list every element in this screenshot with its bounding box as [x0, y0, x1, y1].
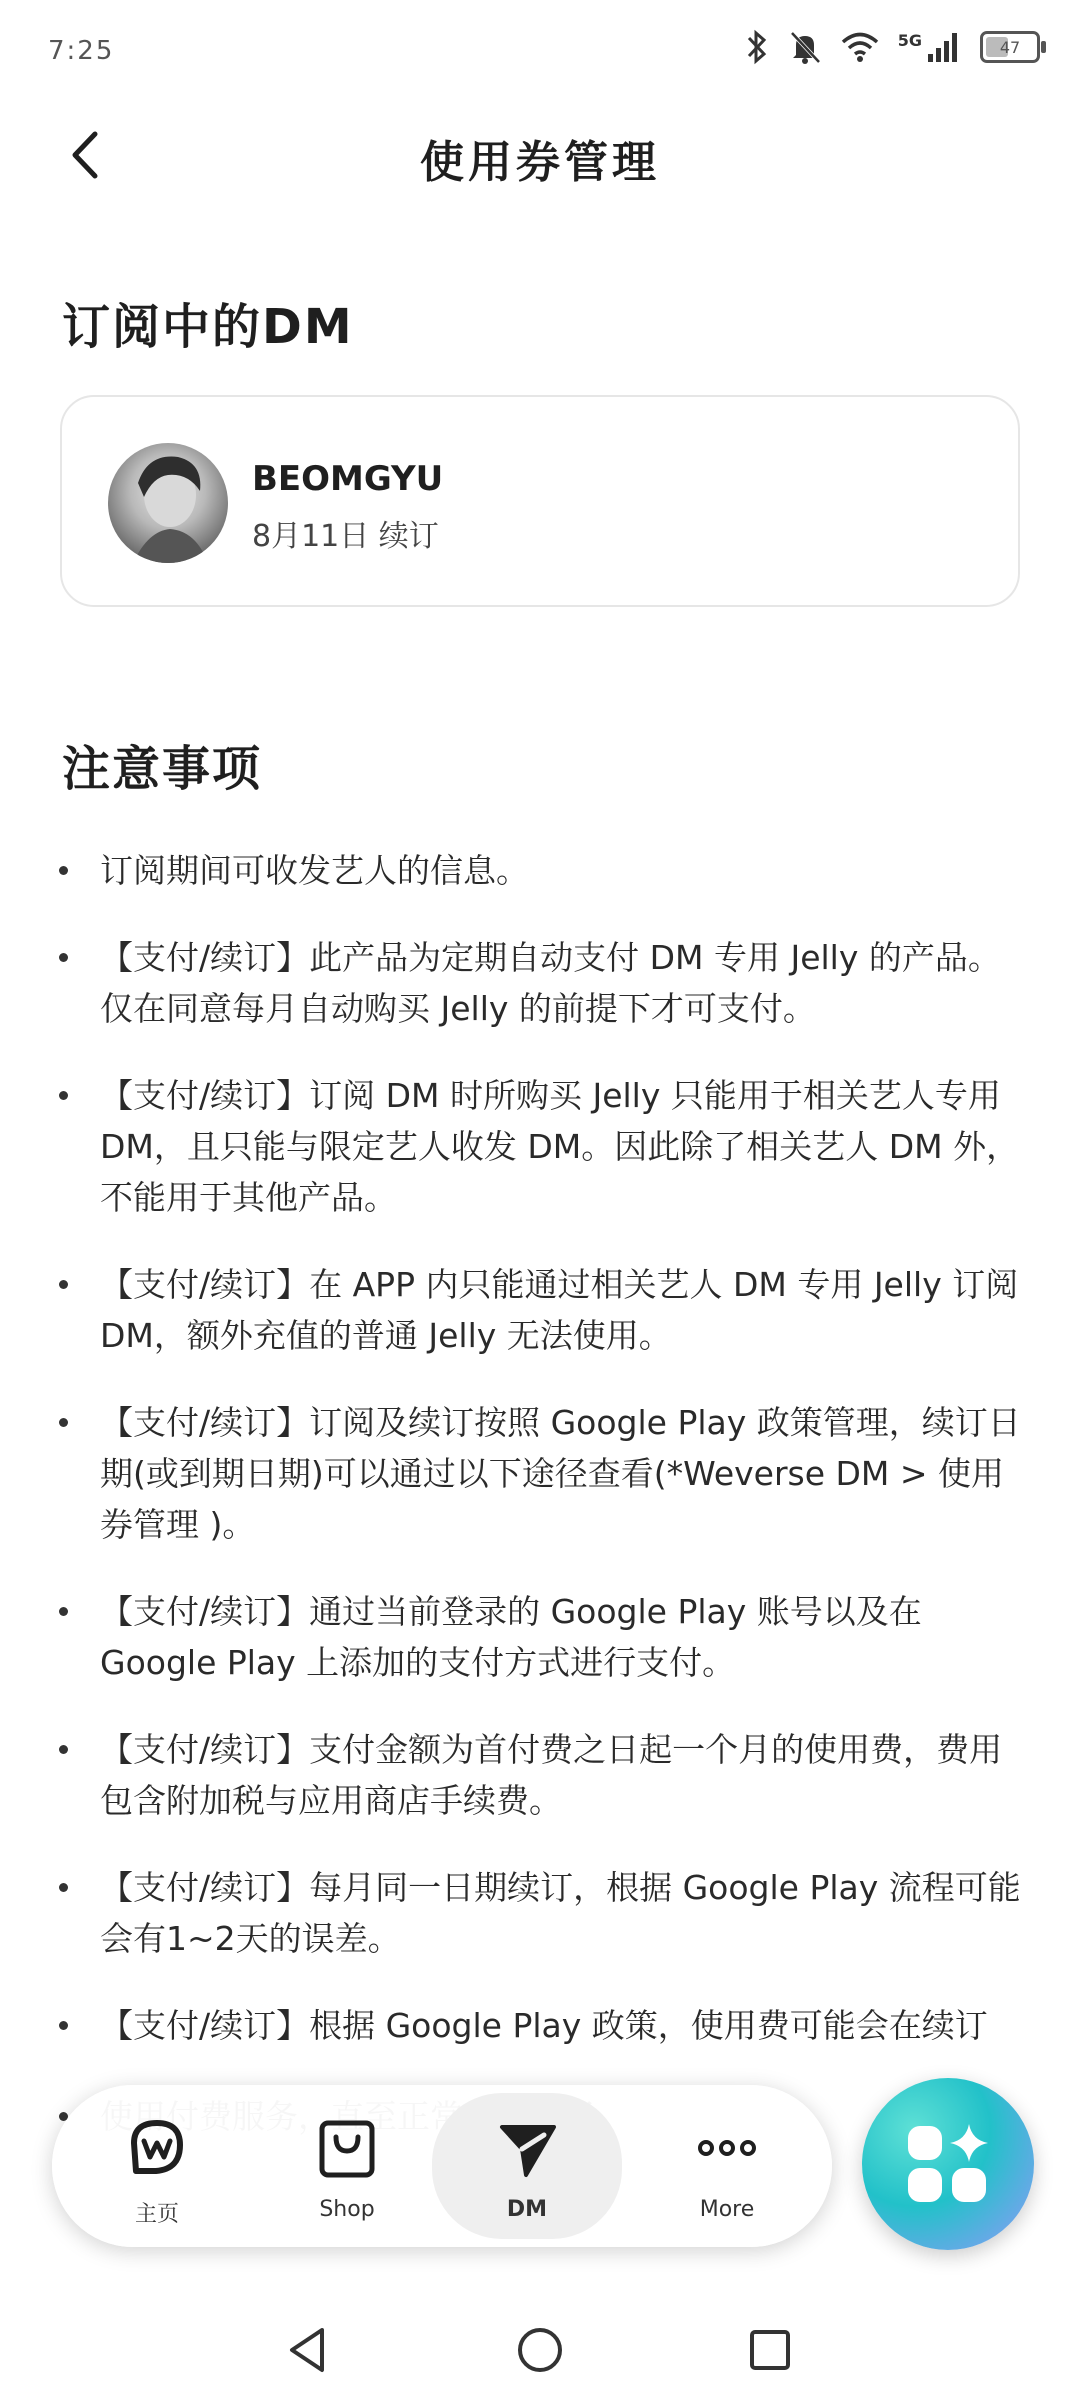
list-item [55, 845, 1030, 896]
home-circle-icon [510, 2320, 570, 2380]
nav-more-label: More [699, 2197, 755, 2222]
page-title: 使用券管理 [420, 137, 660, 188]
mute-icon [788, 29, 822, 65]
note-text: 【支付/续订】此产品为定期自动支付 DM 专用 Jelly 的产品。仅在同意每月自动购买 Jelly 的前提下才可支付。 [100, 938, 1001, 1028]
status-icons [744, 28, 1040, 66]
status-bar [0, 0, 1080, 100]
system-home-button[interactable] [510, 2320, 570, 2380]
nav-more[interactable] [632, 2085, 822, 2247]
bluetooth-icon [744, 28, 770, 66]
list-item [55, 1397, 1030, 1550]
bullet [59, 866, 68, 875]
note-text: 【支付/续订】根据 Google Play 政策，使用费可能会在续订 [100, 2006, 988, 2045]
subscription-artist-name: BEOMGYU [252, 459, 444, 499]
note-text: 【支付/续订】每月同一日期续订，根据 Google Play 流程可能会有1~2天的误差。 [100, 1868, 1021, 1958]
notes-list [55, 845, 1030, 2178]
bullet [59, 1091, 68, 1100]
note-text: 【支付/续订】在 APP 内只能通过相关艺人 DM 专用 Jelly 订阅 DM，额外充值的普通 Jelly 无法使用。 [100, 1265, 1019, 1355]
list-item [55, 1586, 1030, 1688]
system-nav-bar [0, 2300, 1080, 2400]
wifi-icon [840, 30, 880, 64]
list-item [55, 1862, 1030, 1964]
note-text: 【支付/续订】支付金额为首付费之日起一个月的使用费，费用包含附加税与应用商店手续费。 [100, 1730, 1003, 1820]
note-text: 【支付/续订】订阅 DM 时所购买 Jelly 只能用于相关艺人专用 DM，且只能与限定艺人收发 DM。因此除了相关艺人 DM 外，不能用于其他产品。 [100, 1076, 1020, 1217]
bullet [59, 953, 68, 962]
bullet [59, 1745, 68, 1754]
system-recents-button[interactable] [740, 2320, 800, 2380]
subscription-renewal-date: 8月11日 续订 [252, 519, 439, 554]
nav-shop[interactable] [252, 2085, 442, 2247]
sparkle-apps-icon [904, 2120, 992, 2208]
recents-square-icon [740, 2320, 800, 2380]
subscription-card[interactable] [60, 395, 1020, 607]
send-icon [492, 2113, 562, 2183]
note-text: 【支付/续订】订阅及续订按照 Google Play 政策管理，续订日期(或到期日期)可以通过以下途径查看(*Weverse DM > 使用券管理 )。 [100, 1403, 1021, 1544]
nav-dm-label: DM [506, 2197, 548, 2222]
bullet [59, 1607, 68, 1616]
note-text: 【支付/续订】通过当前登录的 Google Play 账号以及在 Google Play 上添加的支付方式进行支付。 [100, 1592, 922, 1682]
app-bar [0, 110, 1080, 200]
bottom-nav [52, 2085, 832, 2247]
battery-level: 47 [999, 37, 1021, 57]
list-item [55, 2000, 1030, 2051]
apps-fab-button[interactable] [862, 2078, 1034, 2250]
nav-shop-label: Shop [319, 2197, 375, 2222]
list-item [55, 1724, 1030, 1826]
list-item [55, 932, 1030, 1034]
avatar-portrait [108, 443, 228, 563]
list-item [55, 1070, 1030, 1223]
weverse-home-icon [122, 2113, 192, 2183]
bullet [59, 1280, 68, 1289]
signal-icon [926, 30, 962, 64]
more-dots-icon [692, 2113, 762, 2183]
nav-dm[interactable] [432, 2093, 622, 2239]
bullet [59, 1418, 68, 1427]
notes-title: 注意事项 [62, 741, 263, 797]
nav-home-label: 主页 [134, 2202, 179, 2227]
shopping-bag-icon [314, 2113, 380, 2183]
battery-icon [980, 31, 1040, 63]
back-triangle-icon [278, 2320, 338, 2380]
bullet [59, 1883, 68, 1892]
status-time: 7:25 [48, 36, 115, 66]
system-back-button[interactable] [278, 2320, 338, 2380]
avatar [108, 443, 228, 563]
bullet [59, 2021, 68, 2030]
note-text: 订阅期间可收发艺人的信息。 [100, 851, 529, 890]
network-type: 5G [897, 30, 922, 50]
list-item [55, 1259, 1030, 1361]
nav-home[interactable] [62, 2085, 252, 2247]
subscriptions-title: 订阅中的DM [62, 299, 354, 355]
